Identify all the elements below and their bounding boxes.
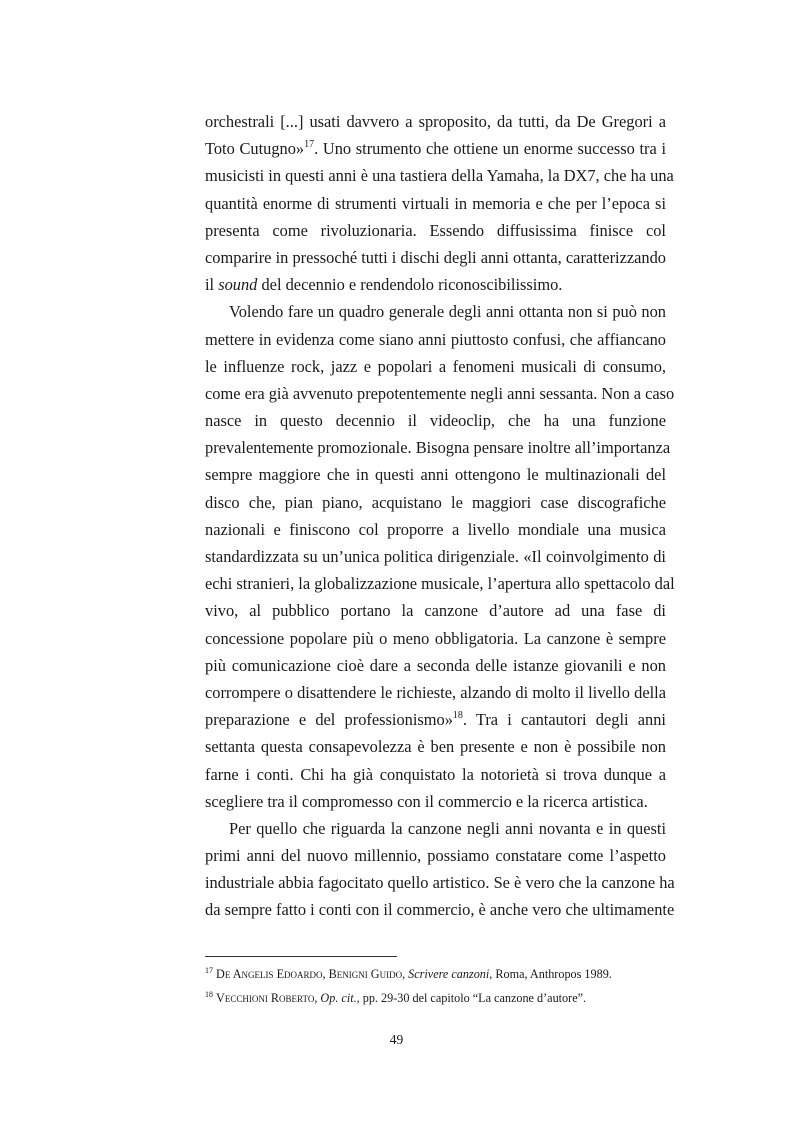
footnotes bbox=[205, 962, 666, 1010]
text-fragment: preparazione e del professionismo» bbox=[205, 710, 453, 730]
text-line bbox=[205, 706, 666, 733]
footnote-author: De Angelis Edoardo, Benigni Guido bbox=[216, 967, 403, 981]
footnote-17 bbox=[205, 962, 666, 986]
text-line: mettere in evidenza come siano anni piuttosto confusi, che affiancano bbox=[205, 329, 666, 349]
text-line bbox=[205, 271, 666, 298]
paragraph-1 bbox=[205, 108, 674, 298]
text-line: Per quello che riguarda la canzone negli anni novanta e in questi bbox=[229, 818, 666, 838]
text-line: vivo, al pubblico portano la canzone d’autore ad una fase di bbox=[205, 601, 666, 621]
text-line: nazionali e finiscono col proporre a livello mondiale una musica bbox=[205, 519, 666, 539]
footnote-author: Vecchioni Roberto bbox=[216, 991, 315, 1005]
footnote-ref-18: 18 bbox=[452, 710, 463, 722]
text-line: le influenze rock, jazz e popolari a fenomeni musicali di consumo, bbox=[205, 356, 666, 376]
text-line: nasce in questo decennio il videoclip, che ha una funzione bbox=[205, 411, 666, 431]
text-line: musicisti in questi anni è una tastiera della Yamaha, la DX7, che ha una bbox=[205, 166, 674, 186]
footnote-details: , pp. 29-30 del capitolo “La canzone d’autore”. bbox=[356, 991, 587, 1005]
text-line: sempre maggiore che in questi anni ottengono le multinazionali del bbox=[205, 465, 666, 485]
text-line: disco che, pian piano, acquistano le maggiori case discografiche bbox=[205, 492, 666, 512]
footnote-separator: , bbox=[402, 967, 409, 981]
text-line: echi stranieri, la globalizzazione musicale, l’apertura allo spettacolo dal bbox=[205, 574, 675, 594]
text-line: prevalentemente promozionale. Bisogna pensare inoltre all’importanza bbox=[205, 438, 671, 458]
italic-word: sound bbox=[218, 275, 258, 295]
text-line: corrompere o disattendere le richieste, alzando di molto il livello della bbox=[205, 682, 666, 702]
text-line: scegliere tra il compromesso con il commercio e la ricerca artistica. bbox=[205, 791, 648, 811]
footnote-separator: , bbox=[314, 991, 321, 1005]
footnote-number: 17 bbox=[205, 966, 213, 975]
text-line: orchestrali [...] usati davvero a sproposito, da tutti, da De Gregori a bbox=[205, 112, 666, 131]
text-line: come era già avvenuto prepotentemente negli anni sessanta. Non a caso bbox=[205, 383, 675, 403]
text-fragment: il bbox=[205, 275, 219, 295]
page-number: 49 bbox=[389, 1032, 404, 1047]
text-line: primi anni del nuovo millennio, possiamo constatare come l’aspetto bbox=[205, 846, 666, 866]
body-text bbox=[205, 108, 675, 924]
text-line: industriale abbia fagocitato quello artistico. Se è vero che la canzone ha bbox=[205, 873, 675, 893]
footnote-title: Op. cit. bbox=[320, 991, 357, 1005]
text-line: standardizzata su un’unica politica dirigenziale. «Il coinvolgimento di bbox=[205, 547, 666, 566]
footnote-title: Scrivere canzoni bbox=[408, 967, 490, 981]
text-line: farne i conti. Chi ha già conquistato la notorietà si trova dunque a bbox=[205, 764, 666, 784]
text-line: Volendo fare un quadro generale degli anni ottanta non si può non bbox=[229, 302, 666, 322]
text-line: settanta questa consapevolezza è ben presente e non è possibile non bbox=[205, 737, 666, 757]
footnote-ref-17: 17 bbox=[304, 139, 315, 151]
text-line bbox=[205, 135, 666, 162]
text-fragment: . Uno strumento che ottiene un enorme successo tra i bbox=[314, 139, 666, 159]
paragraph-3 bbox=[205, 815, 675, 924]
text-fragment: . Tra i cantautori degli anni bbox=[462, 710, 666, 730]
text-line: quantità enorme di strumenti virtuali in memoria e che per l’epoca si bbox=[205, 193, 666, 213]
text-line: presenta come rivoluzionaria. Essendo diffusissima finisce col bbox=[205, 220, 666, 240]
text-line: concessione popolare più o meno obbligatoria. La canzone è sempre bbox=[205, 628, 666, 648]
text-fragment: Toto Cutugno» bbox=[205, 139, 305, 159]
text-line: da sempre fatto i conti con il commercio, è anche vero che ultimamente bbox=[205, 900, 675, 920]
text-line: più comunicazione cioè dare a seconda delle istanze giovanili e non bbox=[205, 655, 666, 675]
footnote-number: 18 bbox=[205, 990, 213, 999]
text-fragment: del decennio e rendendolo riconoscibilissimo. bbox=[257, 275, 563, 295]
footnote-18 bbox=[205, 986, 666, 1010]
paragraph-2 bbox=[205, 298, 675, 815]
footnote-divider bbox=[205, 956, 397, 957]
footnote-details: , Roma, Anthropos 1989. bbox=[489, 967, 612, 981]
text-line: comparire in pressoché tutti i dischi degli anni ottanta, caratterizzando bbox=[205, 247, 666, 267]
